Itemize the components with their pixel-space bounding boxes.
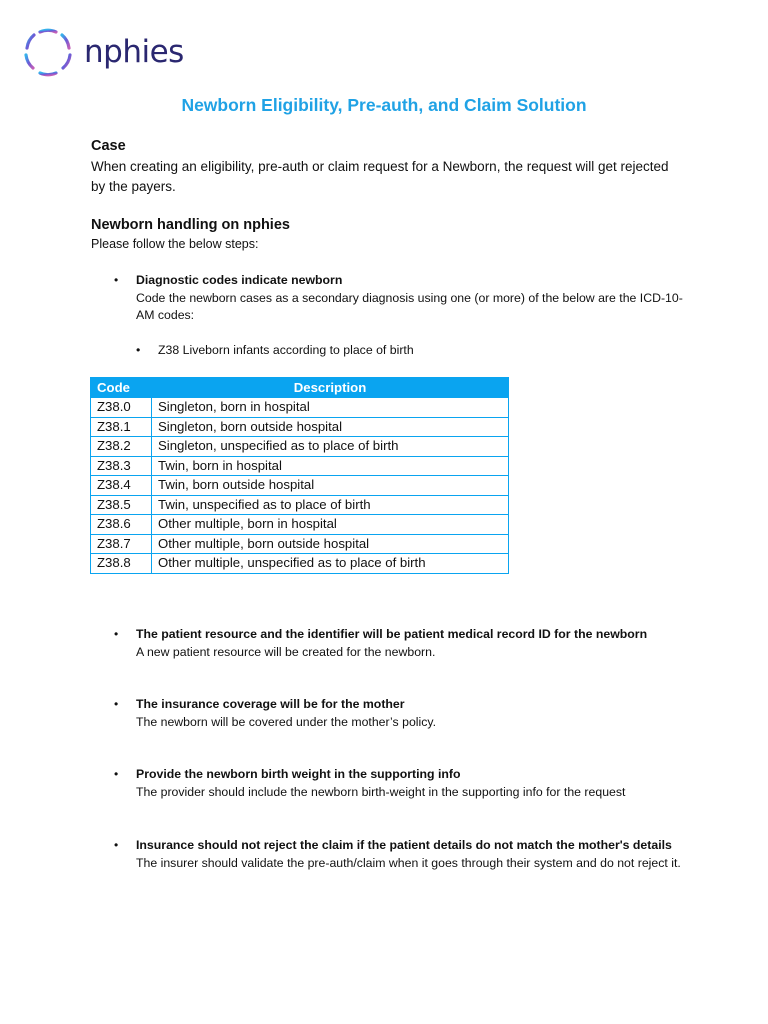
sub-bullet-code: Z38 [158,343,180,357]
bullet-birth-weight [114,766,684,801]
bullet-heading: Diagnostic codes indicate newborn [136,273,343,287]
handling-heading: Newborn handling on nphies [91,217,290,233]
code-cell: Z38.8 [91,554,152,574]
description-cell: Twin, born outside hospital [152,476,509,496]
case-heading: Case [91,138,126,154]
code-cell: Z38.5 [91,495,152,515]
description-cell: Twin, unspecified as to place of birth [152,495,509,515]
bullet-do-not-reject [114,837,684,872]
description-cell: Other multiple, born outside hospital [152,534,509,554]
description-cell: Twin, born in hospital [152,456,509,476]
bullet-patient-resource [114,626,684,661]
description-cell: Singleton, born outside hospital [152,417,509,437]
code-cell: Z38.1 [91,417,152,437]
bullet-text: The newborn will be covered under the mother’s policy. [136,714,437,729]
nphies-logo-icon [22,26,74,78]
table-row [91,476,509,496]
code-cell: Z38.4 [91,476,152,496]
table-row [91,554,509,574]
bullet-dot: • [114,627,119,641]
bullet-heading: The patient resource and the identifier will be patient medical record ID for the newborn [136,627,648,641]
table-row [91,515,509,535]
table-row [91,398,509,418]
column-header-description: Description [152,378,509,398]
table-row [91,456,509,476]
bullet-insurance-coverage [114,696,684,731]
description-cell: Other multiple, born in hospital [152,515,509,535]
sub-bullet-text: Liveborn infants according to place of birth [182,343,414,357]
code-cell: Z38.6 [91,515,152,535]
table-row [91,534,509,554]
bullet-heading: The insurance coverage will be for the mother [136,697,405,711]
bullet-dot: • [114,767,119,781]
case-text: When creating an eligibility, pre-auth or claim request for a Newborn, the request will get rejected by the payers. [91,159,669,194]
bullet-heading: Provide the newborn birth weight in the supporting info [136,767,461,781]
table-row [91,417,509,437]
code-cell: Z38.0 [91,398,152,418]
sub-bullet-z38 [136,343,414,357]
code-cell: Z38.7 [91,534,152,554]
nphies-logo [22,26,184,78]
table-header-row [91,378,509,398]
logo-wordmark: nphies [84,33,184,70]
bullet-diagnostic-codes [114,272,684,325]
bullet-text: The provider should include the newborn birth-weight in the supporting info for the request [136,784,626,799]
table-row [91,437,509,457]
code-cell: Z38.3 [91,456,152,476]
bullet-text: The insurer should validate the pre-auth/claim when it goes through their system and do not reject it. [136,855,681,870]
page-title: Newborn Eligibility, Pre-auth, and Claim Solution [181,95,587,115]
description-cell: Singleton, born in hospital [152,398,509,418]
icd-codes-table [90,377,509,574]
bullet-dot: • [114,273,119,287]
bullet-dot: • [136,343,141,357]
code-cell: Z38.2 [91,437,152,457]
column-header-code: Code [91,378,152,398]
bullet-dot: • [114,697,119,711]
bullet-text: A new patient resource will be created for the newborn. [136,644,436,659]
bullet-text: Code the newborn cases as a secondary diagnosis using one (or more) of the below are the ICD-10-AM codes: [136,290,683,322]
handling-intro: Please follow the below steps: [91,237,259,251]
table-row [91,495,509,515]
description-cell: Other multiple, unspecified as to place of birth [152,554,509,574]
bullet-dot: • [114,838,119,852]
description-cell: Singleton, unspecified as to place of birth [152,437,509,457]
bullet-heading: Insurance should not reject the claim if the patient details do not match the mother's details [136,838,672,852]
